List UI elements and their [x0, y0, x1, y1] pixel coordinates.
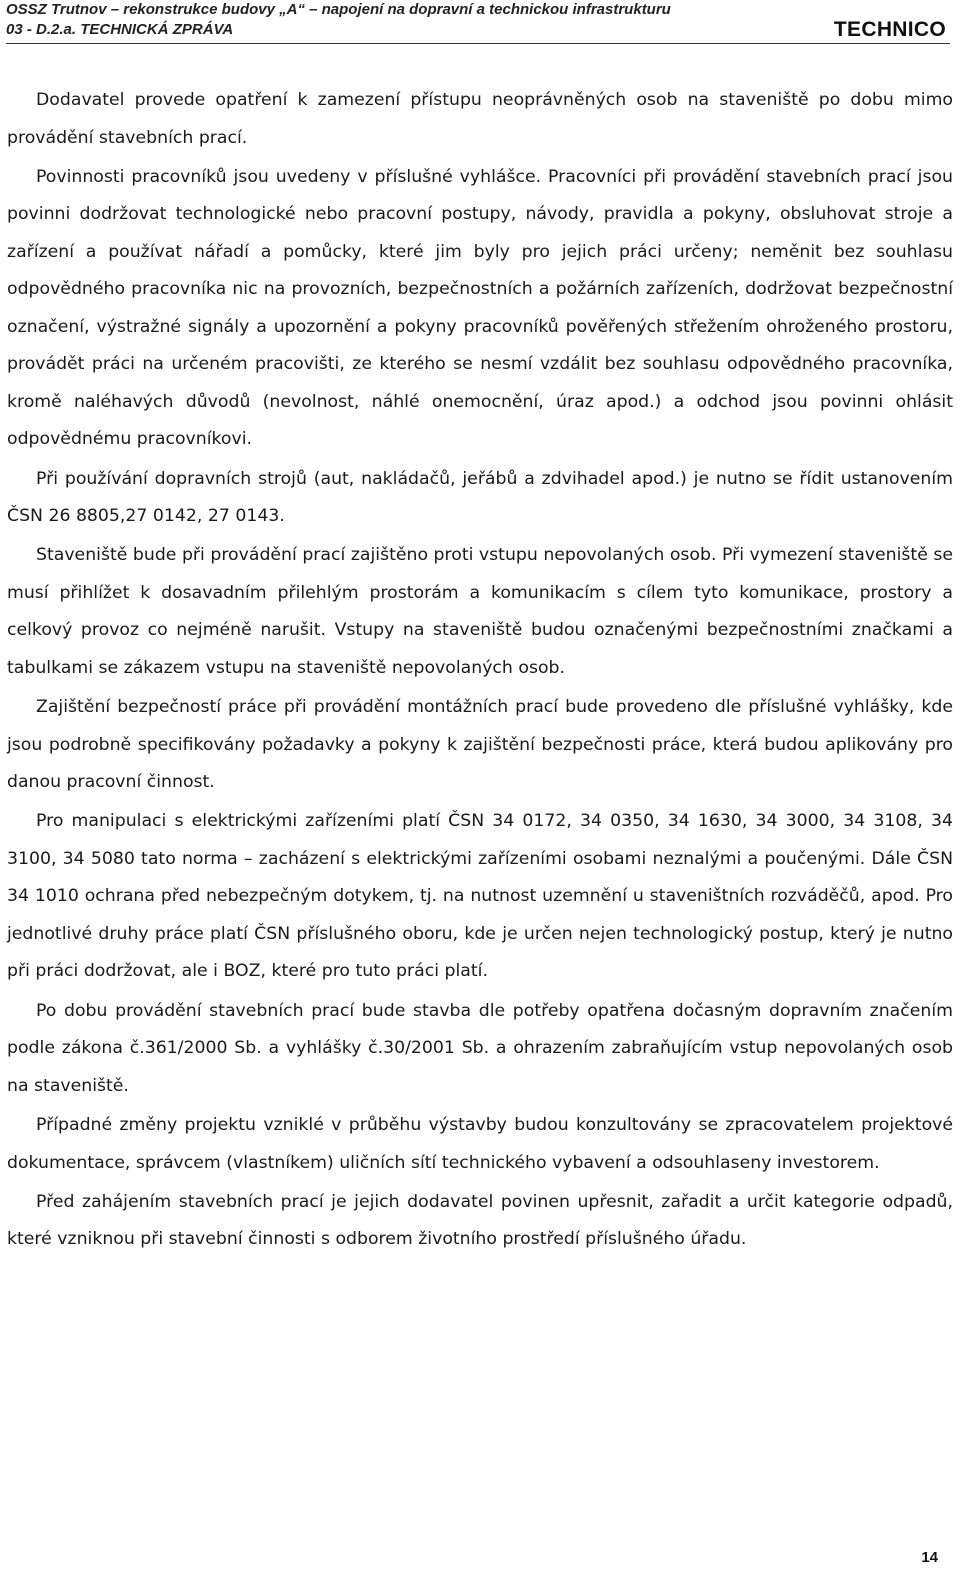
- paragraph-access-restriction: Dodavatel provede opatření k zamezení přístupu neoprávněných osob na staveniště po dobu mimo provádění stavebních prací.: [7, 90, 953, 148]
- document-body: [7, 82, 953, 1261]
- paragraph-worker-duties: Povinnosti pracovníků jsou uvedeny v příslušné vyhlášce. Pracovníci při provádění stavebních prací jsou povinni dodržovat technologické nebo pracovní postupy, návody, pravidla a pokyny, obsluhovat stroje a zařízení a používat nářadí a pomůcky, které jim byly pro jejich práci určeny; neměnit bez souhlasu odpovědného pracovníka nic na provozních, bezpečnostních a požárních zařízeních, dodržovat bezpečnostní označení, výstražné signály a upozornění a pokyny pracovníků pověřených střežením ohroženého prostoru, provádět práci na určeném pracovišti, ze kterého se nesmí vzdálit bez souhlasu odpovědného pracovníka, kromě naléhavých důvodů (nevolnost, náhlé onemocnění, úraz apod.) a odchod jsou povinni ohlásit odpovědnému pracovníkovi.: [7, 166, 953, 450]
- paragraph-electrical-standards: Pro manipulaci s elektrickými zařízeními platí ČSN 34 0172, 34 0350, 34 1630, 34 3000, 34 3108, 34 3100, 34 5080 tato norma – zacházení s elektrickými zařízeními osobami neznalými a poučenými. Dále ČSN 34 1010 ochrana před nebezpečným dotykem, tj. na nutnost uzemnění u staveništních rozváděčů, apod. Pro jednotlivé druhy práce platí ČSN příslušného oboru, kde je určen nejen technologický postup, který je nutno při práci dodržovat, ale i BOZ, které pro tuto práci platí.: [7, 811, 953, 982]
- header-divider: [6, 43, 950, 44]
- paragraph-transport-machines: Při používání dopravních strojů (aut, nakládačů, jeřábů a zdvihadel apod.) je nutno se řídit ustanovením ČSN 26 8805,27 0142, 27 0143.: [7, 468, 953, 527]
- document-section-title: 03 - D.2.a. TECHNICKÁ ZPRÁVA: [6, 21, 234, 38]
- paragraph-project-changes: Případné změny projektu vzniklé v průběhu výstavby budou konzultovány se zpracovatelem projektové dokumentace, správcem (vlastníkem) uličních sítí technického vybavení a odsouhlaseny investorem.: [7, 1115, 953, 1173]
- page-number: 14: [921, 1549, 938, 1566]
- company-logo: TECHNICO: [833, 18, 946, 41]
- paragraph-site-security: Staveniště bude při provádění prací zajištěno proti vstupu nepovolaných osob. Při vymezení staveniště se musí přihlížet k dosavadním přilehlým prostorám a komunikacím s cílem tyto komunikace, prostory a celkový provoz co nejméně narušit. Vstupy na staveniště budou označenými bezpečnostními značkami a tabulkami se zákazem vstupu na staveniště nepovolaných osob.: [7, 545, 953, 678]
- paragraph-assembly-safety: Zajištění bezpečností práce při provádění montážních prací bude provedeno dle příslušné vyhlášky, kde jsou podrobně specifikovány požadavky a pokyny k zajištění bezpečnosti práce, která budou aplikovány pro danou pracovní činnost.: [7, 697, 953, 793]
- project-title: OSSZ Trutnov – rekonstrukce budovy „A“ – napojení na dopravní a technickou infrastrukturu: [6, 1, 671, 18]
- page-header: [0, 0, 960, 44]
- paragraph-traffic-marking: Po dobu provádění stavebních prací bude stavba dle potřeby opatřena dočasným dopravním značením podle zákona č.361/2000 Sb. a vyhlášky č.30/2001 Sb. a ohrazením zabraňujícím vstup nepovolaných osob na staveniště.: [7, 1000, 953, 1096]
- paragraph-waste-categories: Před zahájením stavebních prací je jejich dodavatel povinen upřesnit, zařadit a určit kategorie odpadů, které vzniknou při stavební činnosti s odborem životního prostředí příslušného úřadu.: [7, 1191, 953, 1250]
